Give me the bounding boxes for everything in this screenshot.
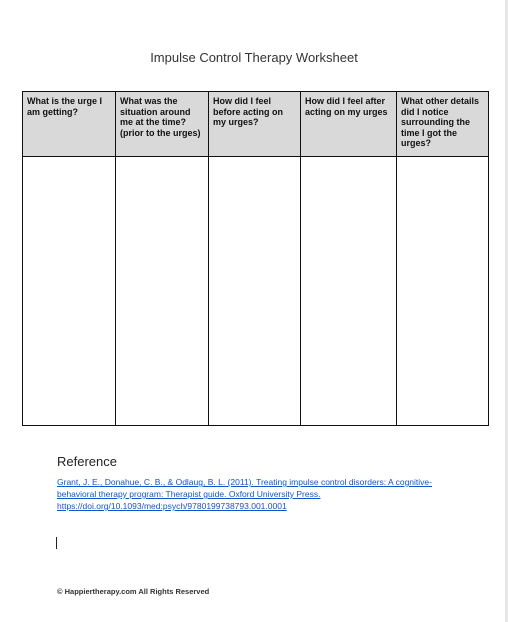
column-header-urge: What is the urge I am getting? <box>23 92 116 157</box>
table-cell-feel-after[interactable] <box>301 157 397 426</box>
table-cell-urge[interactable] <box>23 157 116 426</box>
table-header-row <box>23 92 489 157</box>
worksheet-table <box>22 91 489 426</box>
copyright-footer: © Happiertherapy.com All Rights Reserved <box>57 587 210 596</box>
reference-citation-link[interactable]: Grant, J. E., Donahue, C. B., & Odlaug, B. L. (2011). Treating impulse control disorders: A cognitive-behavioral therapy program: Therapist guide. Oxford University Press. https://doi.org/10.1093/med:psych/9780199738793.001.0001 <box>57 477 432 511</box>
table-row <box>23 157 489 426</box>
page-title: Impulse Control Therapy Worksheet <box>150 50 358 65</box>
column-header-situation: What was the situation around me at the time? (prior to the urges) <box>116 92 209 157</box>
table-cell-feel-before[interactable] <box>209 157 301 426</box>
table-cell-other-details[interactable] <box>397 157 489 426</box>
column-header-other-details: What other details did I notice surrounding the time I got the urges? <box>397 92 489 157</box>
reference-heading: Reference <box>57 454 117 469</box>
text-cursor <box>56 537 57 549</box>
table-cell-situation[interactable] <box>116 157 209 426</box>
column-header-feel-before: How did I feel before acting on my urges? <box>209 92 301 157</box>
column-header-feel-after: How did I feel after acting on my urges <box>301 92 397 157</box>
